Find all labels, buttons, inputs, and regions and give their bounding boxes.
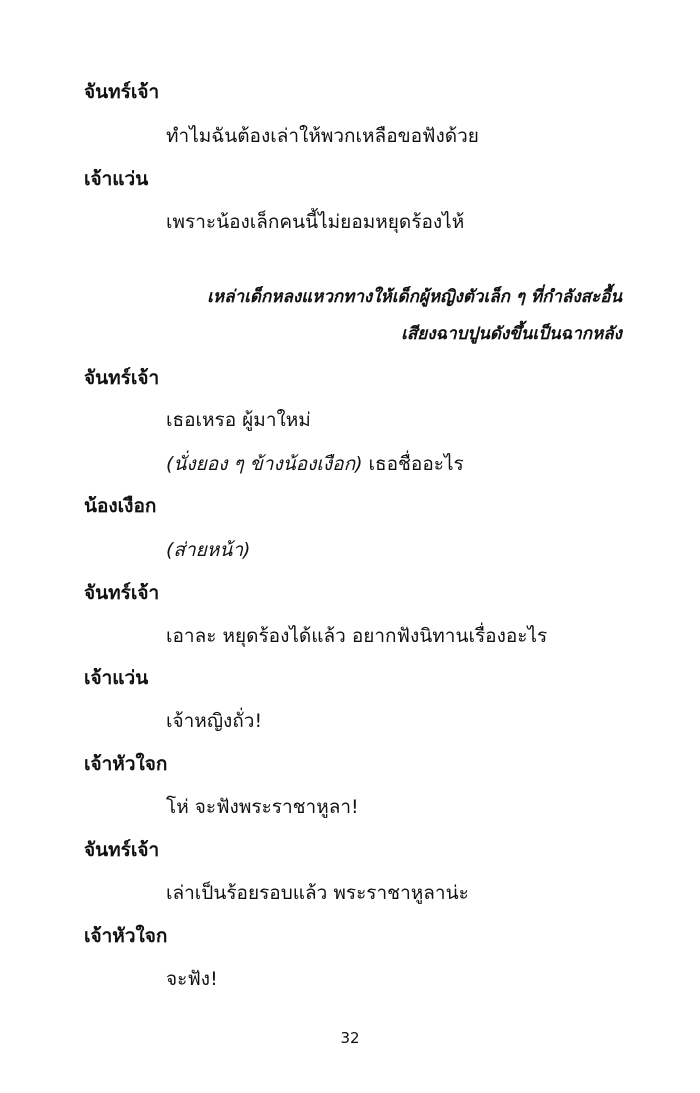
page-number: 32	[340, 1029, 360, 1047]
speaker-name: เจ้าหัวใจก	[84, 753, 168, 775]
stage-direction-line: เสียงฉาบปูนดังขึ้นเป็นฉากหลัง	[401, 324, 622, 344]
speaker-name: จันทร์เจ้า	[84, 81, 160, 103]
speaker-name: จันทร์เจ้า	[84, 582, 160, 604]
speaker-name: เจ้าแว่น	[84, 168, 149, 190]
speaker-name: จันทร์เจ้า	[84, 839, 160, 861]
speaker-name: เจ้าหัวใจก	[84, 925, 168, 947]
dialogue-line: เล่าเป็นร้อยรอบแล้ว พระราชาหูลาน่ะ	[166, 882, 469, 904]
dialogue-line: ทำไมฉันต้องเล่าให้พวกเหลือขอฟังด้วย	[166, 125, 479, 147]
dialogue-line: เธอเหรอ ผู้มาใหม่	[166, 409, 311, 431]
speaker-name: จันทร์เจ้า	[84, 367, 160, 389]
dialogue-line: เจ้าหญิงถั่ว!	[166, 710, 263, 732]
dialogue-line: โห่ จะฟังพระราชาหูลา!	[166, 796, 359, 818]
speaker-name: เจ้าแว่น	[84, 667, 149, 689]
action-note: (นั่งยอง ๆ ข้างน้องเงือก)	[166, 453, 363, 475]
speaker-name: น้องเงือก	[84, 495, 157, 517]
dialogue-line: เอาละ หยุดร้องได้แล้ว อยากฟังนิทานเรื่องอะไร	[166, 625, 548, 647]
dialogue-line: เพราะน้องเล็กคนนี้ไม่ยอมหยุดร้องไห้	[166, 211, 465, 233]
dialogue-line: จะฟัง!	[166, 968, 218, 990]
action-note: (ส่ายหน้า)	[166, 539, 251, 561]
stage-direction-line: เหล่าเด็กหลงแหวกทางให้เด็กผู้หญิงตัวเล็ก ๆ ที่กำลังสะอื้น	[207, 287, 622, 307]
dialogue-line	[166, 452, 464, 476]
dialogue-text: เธอชื่ออะไร	[362, 453, 464, 475]
